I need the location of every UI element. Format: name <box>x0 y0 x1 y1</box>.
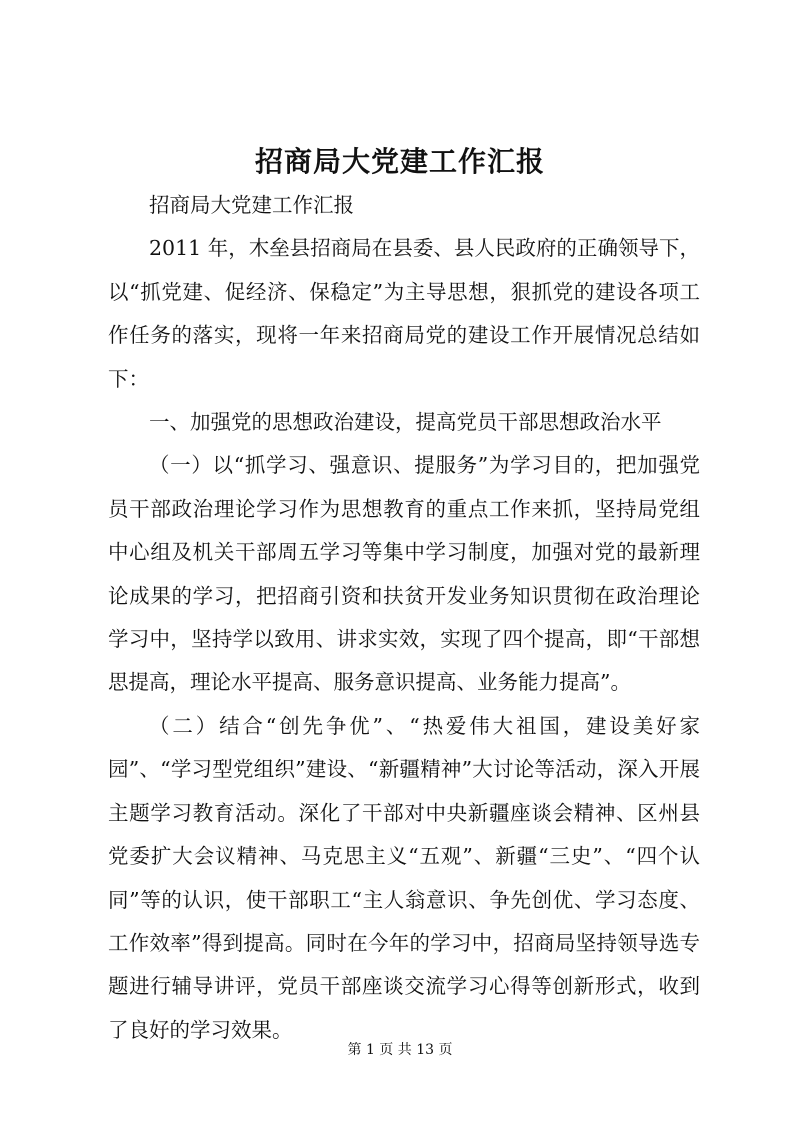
document-body <box>108 184 700 1052</box>
section-heading: 一、加强党的思想政治建设，提高党员干部思想政治水平 <box>149 410 662 435</box>
document-title: 招商局大党建工作汇报 <box>254 145 545 178</box>
intro-paragraph: 2011 年，木垒县招商局在县委、县人民政府的正确领导下，以“抓党建、促经济、保稳定”为主导思想，狠抓党的建设各项工作任务的落实，现将一年来招商局党的建设工作开展情况总结如下： <box>108 236 700 391</box>
page-number-label: 第 1 页 共 13 页 <box>347 1042 453 1058</box>
body-paragraph-1: （一）以“抓学习、强意识、提服务”为学习目的，把加强党员干部政治理论学习作为思想教育的重点工作来抓，坚持局党组中心组及机关干部周五学习等集中学习制度，加强对党的最新理论成果的学习，把招商引资和扶贫开发业务知识贯彻在政治理论学习中，坚持学以致用、讲求实效，实现了四个提高，即“干部想思提高，理论水平提高、服务意识提高、业务能力提高”。 <box>108 453 700 695</box>
body-paragraph-2: （二）结合“创先争优”、“热爱伟大祖国，建设美好家园”、“学习型党组织”建设、“新疆精神”大讨论等活动，深入开展主题学习教育活动。深化了干部对中央新疆座谈会精神、区州县党委扩大会议精神、马克思主义“五观”、新疆“三史”、“四个认同”等的认识，使干部职工“主人翁意识、争先创优、学习态度、工作效率”得到提高。同时在今年的学习中，招商局坚持领导选专题进行辅导讲评，党员干部座谈交流学习心得等创新形式，收到了良好的学习效果。 <box>108 713 700 1042</box>
page-footer <box>0 1040 800 1060</box>
subtitle-paragraph: 招商局大党建工作汇报 <box>149 193 354 217</box>
